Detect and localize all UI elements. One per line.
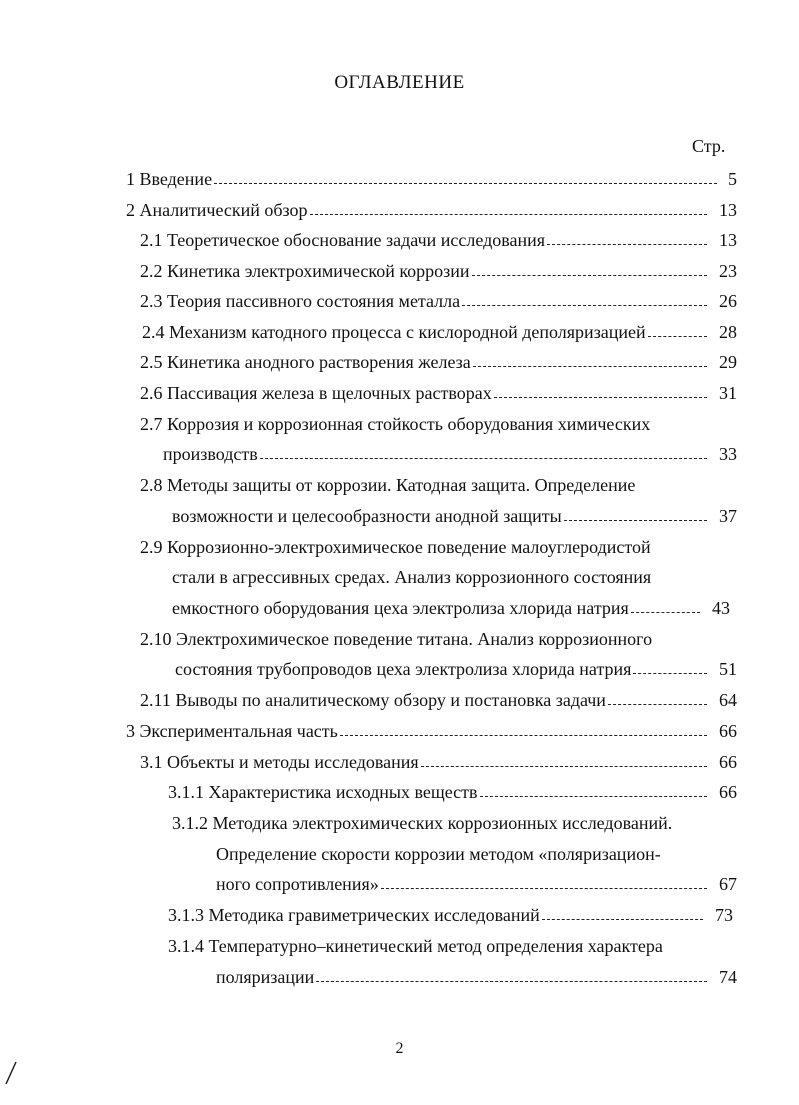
- toc-entry-title: 3.1.2 Методика электрохимических коррозионных исследований.: [172, 813, 673, 833]
- toc-entry-title: поляризации: [216, 967, 315, 987]
- leader-dashes: [340, 734, 707, 736]
- toc-entry-page: 64: [719, 690, 737, 710]
- toc-entry-title: 2.8 Методы защиты от коррозии. Катодная защита. Определение: [140, 475, 636, 495]
- leader-dashes: [547, 243, 707, 245]
- toc-entry-page: 73: [715, 905, 733, 925]
- toc-entry-page: 13: [719, 200, 737, 220]
- toc-entry-page: 23: [719, 261, 737, 281]
- toc-entry-title: 2.7 Коррозия и коррозионная стойкость оборудования химических: [140, 414, 651, 434]
- toc-entry-title: 3.1.1 Характеристика исходных веществ: [168, 782, 478, 802]
- toc-entry-page: 67: [719, 874, 737, 894]
- toc-entry-page: 74: [719, 967, 737, 987]
- leader-dashes: [633, 672, 707, 674]
- toc-entry-title: 1 Введение: [126, 169, 213, 189]
- leader-dashes: [214, 182, 717, 184]
- leader-dashes: [542, 918, 703, 920]
- leader-dashes: [316, 980, 707, 982]
- toc-entry-page: 28: [719, 322, 737, 342]
- leader-dashes: [494, 396, 707, 398]
- toc-entry-title: 3.1 Объекты и методы исследования: [140, 752, 419, 772]
- toc-entry-title: 2.9 Коррозионно-электрохимическое поведение малоуглеродистой: [140, 537, 651, 557]
- leader-dashes: [381, 887, 707, 889]
- leader-dashes: [608, 703, 707, 705]
- toc-entry-title: 2 Аналитический обзор: [126, 200, 308, 220]
- toc-entry-page: 13: [719, 230, 737, 250]
- toc-entry-title: 3.1.4 Температурно–кинетический метод определения характера: [168, 936, 663, 956]
- leader-dashes: [564, 519, 707, 521]
- toc-entry-title: 2.2 Кинетика электрохимической коррозии: [140, 261, 470, 281]
- toc-entry-page: 66: [719, 721, 737, 741]
- toc-entry-page: 66: [719, 752, 737, 772]
- leader-dashes: [480, 795, 707, 797]
- leader-dashes: [310, 213, 707, 215]
- pen-stroke-mark: [4, 1060, 18, 1086]
- leader-dashes: [472, 274, 707, 276]
- toc-entry-title: 2.3 Теория пассивного состояния металла: [140, 291, 461, 311]
- toc-entry-page: 33: [719, 444, 737, 464]
- toc-entry-page: 51: [719, 659, 737, 679]
- toc-entry-title: 2.6 Пассивация железа в щелочных растворах: [140, 383, 492, 403]
- toc-entry-title: 2.4 Механизм катодного процесса с кислородной деполяризацией: [142, 322, 646, 342]
- document-title: ОГЛАВЛЕНИЕ: [334, 72, 465, 93]
- toc-entry-title: 2.11 Выводы по аналитическому обзору и постановка задачи: [140, 690, 606, 710]
- toc-entry-title: ного сопротивления»: [216, 874, 379, 894]
- toc-entry-title: производств: [163, 444, 258, 464]
- toc-entry-title: 2.1 Теоретическое обоснование задачи исследования: [140, 230, 546, 250]
- toc-entry-title: Определение скорости коррозии методом «поляризацион-: [216, 844, 661, 864]
- toc-entry-page: 31: [719, 383, 737, 403]
- toc-entry-title: стали в агрессивных средах. Анализ коррозионного состояния: [172, 567, 652, 587]
- toc-entry-title: 3.1.3 Методика гравиметрических исследований: [168, 905, 540, 925]
- page-column-header: Стр.: [692, 136, 726, 156]
- page-number: 2: [395, 1040, 404, 1057]
- toc-entry-page: 43: [712, 598, 730, 618]
- toc-entry-page: 26: [719, 291, 737, 311]
- toc-entry-title: состояния трубопроводов цеха электролиза хлорида натрия: [175, 659, 632, 679]
- leader-dashes: [260, 457, 707, 459]
- leader-dashes: [462, 304, 707, 306]
- leader-dashes: [421, 765, 707, 767]
- toc-entry-title: 2.10 Электрохимическое поведение титана. Анализ коррозионного: [140, 629, 653, 649]
- toc-entry-page: 66: [719, 782, 737, 802]
- toc-entry-title: 3 Экспериментальная часть: [126, 721, 338, 741]
- toc-entry-title: емкостного оборудования цеха электролиза хлорида натрия: [172, 598, 629, 618]
- leader-dashes: [473, 365, 707, 367]
- toc-entry-page: 29: [719, 352, 737, 372]
- toc-entry-title: возможности и целесообразности анодной защиты: [172, 506, 562, 526]
- toc-entry-title: 2.5 Кинетика анодного растворения железа: [140, 352, 471, 372]
- toc-entry-page: 5: [728, 169, 737, 189]
- toc-entry-page: 37: [719, 506, 737, 526]
